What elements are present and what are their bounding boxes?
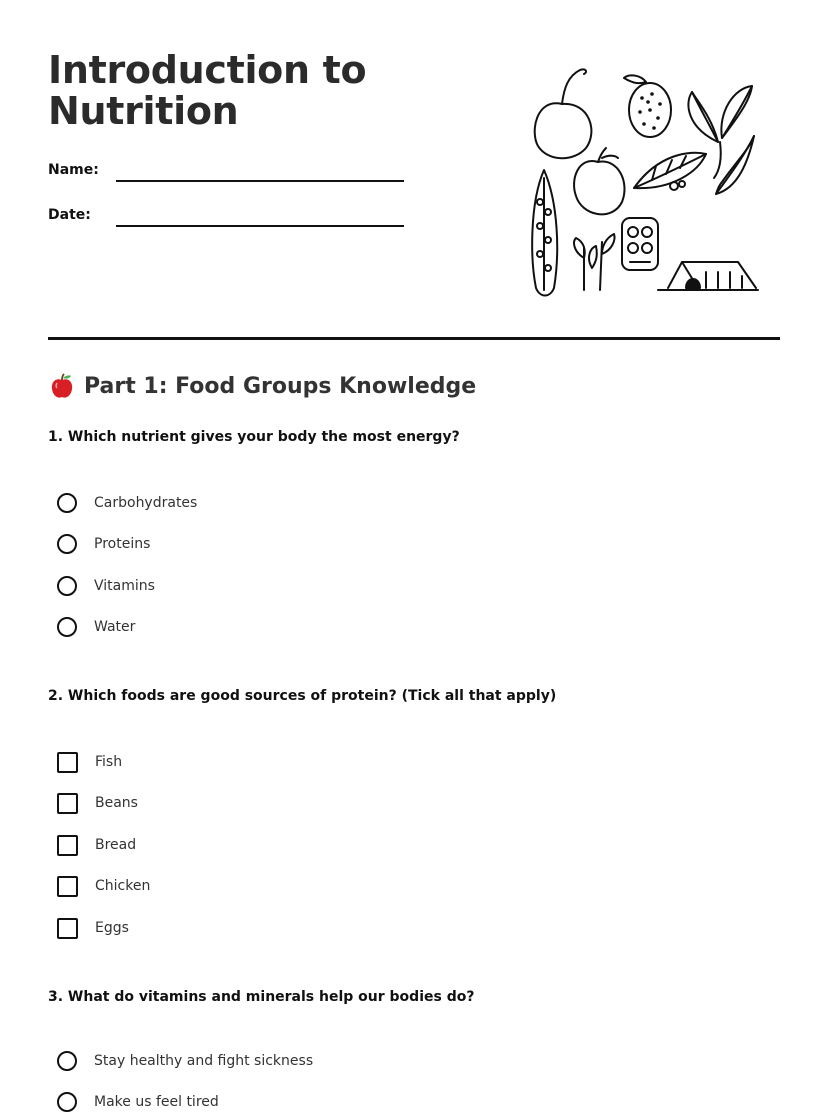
- option-label: Stay healthy and fight sickness: [94, 1053, 314, 1069]
- q1-option-vitamins[interactable]: [57, 573, 155, 599]
- section-divider: [48, 337, 780, 340]
- carved-panel-icon: [532, 170, 557, 296]
- q1-option-proteins[interactable]: [57, 531, 150, 557]
- part1-heading: [48, 372, 476, 400]
- radio-button[interactable]: [57, 1092, 77, 1112]
- radio-button[interactable]: [57, 534, 77, 554]
- q1-option-carbohydrates[interactable]: [57, 490, 197, 516]
- radio-button[interactable]: [57, 1051, 77, 1071]
- red-apple-icon: [48, 372, 76, 400]
- checkbox[interactable]: [57, 752, 78, 773]
- date-field: [48, 203, 408, 237]
- radio-button[interactable]: [57, 493, 77, 513]
- name-field: [48, 158, 408, 192]
- name-label: Name:: [48, 162, 99, 178]
- title-line-2: Nutrition: [48, 89, 239, 133]
- date-input[interactable]: [116, 225, 404, 227]
- q3-option-feel-tired[interactable]: [57, 1089, 219, 1115]
- checkbox[interactable]: [57, 835, 78, 856]
- question-3: 3. What do vitamins and minerals help our bodies do?: [48, 989, 475, 1005]
- radio-button[interactable]: [57, 576, 77, 596]
- option-label: Chicken: [95, 878, 151, 894]
- title-line-1: Introduction to: [48, 48, 367, 92]
- cherry-icon: [535, 69, 592, 158]
- option-label: Bread: [95, 837, 137, 853]
- q2-option-eggs[interactable]: [57, 915, 129, 941]
- option-label: Proteins: [94, 536, 151, 552]
- question-1: 1. Which nutrient gives your body the most energy?: [48, 429, 460, 445]
- seedling-icon: [574, 234, 614, 290]
- q2-option-beans[interactable]: [57, 790, 138, 816]
- leaf-sprig-icon: [688, 86, 754, 194]
- checkbox[interactable]: [57, 876, 78, 897]
- option-label: Eggs: [95, 920, 129, 936]
- option-label: Beans: [95, 795, 138, 811]
- part1-heading-text: Part 1: Food Groups Knowledge: [84, 373, 477, 399]
- checkbox[interactable]: [57, 918, 78, 939]
- option-label: Vitamins: [94, 578, 155, 594]
- q3-option-stay-healthy[interactable]: [57, 1048, 313, 1074]
- option-label: Fish: [95, 754, 123, 770]
- question-2: 2. Which foods are good sources of protein? (Tick all that apply): [48, 688, 557, 704]
- q2-option-chicken[interactable]: [57, 873, 150, 899]
- kiwi-fruit-icon: [624, 75, 671, 137]
- date-label: Date:: [48, 207, 91, 223]
- fern-leaf-icon: [634, 153, 706, 190]
- q2-option-bread[interactable]: [57, 832, 136, 858]
- apple-icon: [574, 148, 624, 214]
- checkbox[interactable]: [57, 793, 78, 814]
- option-label: Carbohydrates: [94, 495, 198, 511]
- q2-option-fish[interactable]: [57, 749, 122, 775]
- option-label: Water: [94, 619, 136, 635]
- meeting-house-icon: [658, 262, 758, 290]
- option-label: Make us feel tired: [94, 1094, 219, 1110]
- name-input[interactable]: [116, 180, 404, 182]
- q1-option-water[interactable]: [57, 614, 135, 640]
- radio-button[interactable]: [57, 617, 77, 637]
- nutrition-illustration: [522, 62, 766, 302]
- page-title: [48, 50, 468, 132]
- tiki-carving-icon: [622, 218, 658, 270]
